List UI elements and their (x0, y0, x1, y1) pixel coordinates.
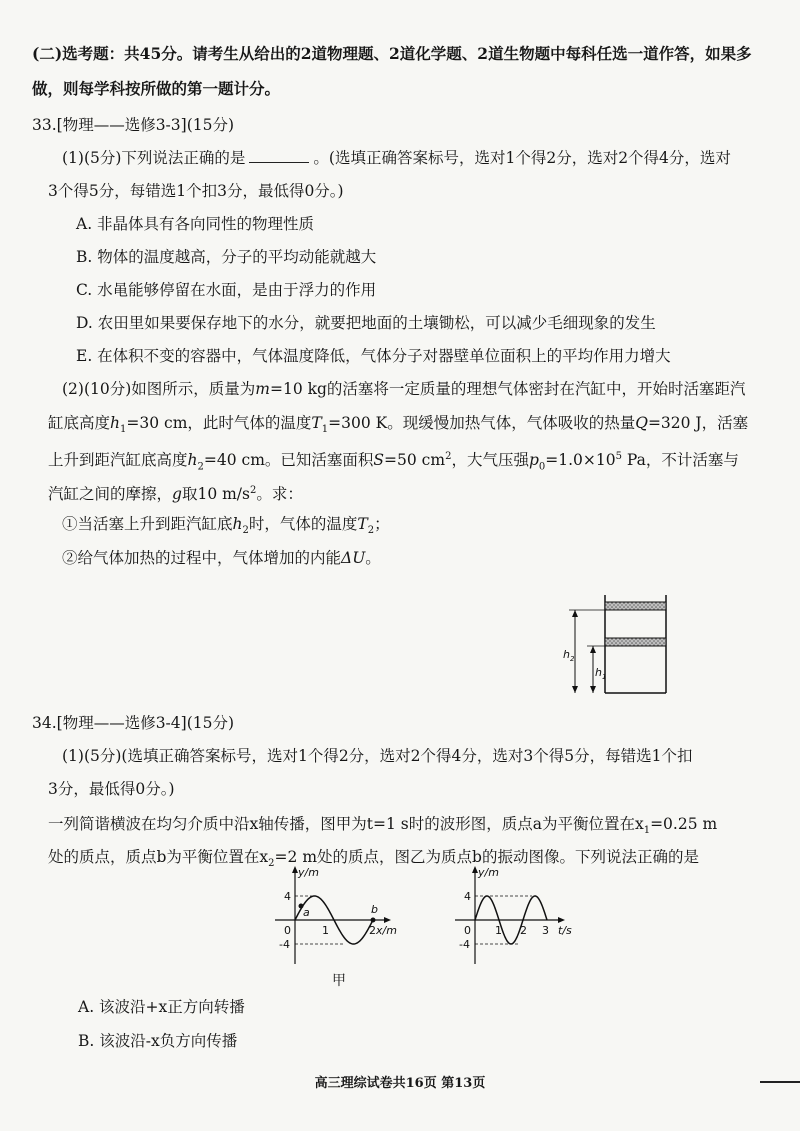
page-footer: 高三理综试卷共16页 第13页 (314, 1076, 486, 1091)
q33-option-b: B. 物体的温度越高，分子的平均动能就越大 (76, 248, 377, 266)
piston-upper (605, 602, 666, 610)
tick-4-jia: 4 (284, 890, 291, 903)
answer-blank (249, 148, 309, 163)
y-label-jia: y/m (298, 866, 319, 879)
q34-desc-line1: 一列简谐横波在均匀介质中沿x轴传播，图甲为t=1 s时的波形图，质点a为平衡位置在$x_1=0.25$ m (48, 815, 718, 837)
tick-2-yi: 2 (520, 924, 527, 937)
q33-option-a: A. 非晶体具有各向同性的物理性质 (76, 215, 315, 233)
q33-option-c: C. 水黾能够停留在水面，是由于浮力的作用 (76, 281, 377, 299)
piston-lower (605, 638, 666, 646)
graph-jia-caption: 甲 (332, 973, 346, 989)
q34-title: 34.[物理——选修3-4](15分) (32, 714, 235, 732)
label-h1: $h_1$ (595, 666, 607, 681)
q33-part2-sub1: ①当活塞上升到距汽缸底$h_2$时，气体的温度$T_2$； (62, 515, 390, 537)
wave-graph-jia (270, 862, 410, 982)
label-b: b (371, 903, 378, 916)
tick-0-jia: 0 (284, 924, 291, 937)
tick-3-yi: 3 (542, 924, 549, 937)
q33-part2-line4: 汽缸之间的摩擦，g取10 $m/s^2$。求： (48, 485, 303, 504)
q33-part2-sub2: ②给气体加热的过程中，气体增加的内能ΔU。 (62, 549, 381, 567)
q33-option-e: E. 在体积不变的容器中，气体温度降低，气体分子对器壁单位面积上的平均作用力增大 (76, 347, 671, 365)
label-h2: $h_2$ (563, 648, 575, 663)
q33-part2-line2: 缸底高度$h_1=30$ cm，此时气体的温度$T_1=300$ K。现缓慢加热气体，气体吸收的热量Q=320 J，活塞 (48, 414, 749, 436)
tick-0-yi: 0 (464, 924, 471, 937)
section-header-line2: 做，则每学科按所做的第一题计分。 (32, 79, 281, 98)
q34-desc-line2: 处的质点，质点b为平衡位置在$x_2=2$ m处的质点，图乙为质点b的振动图像。下列说法正确的是 (48, 848, 699, 870)
x-label-jia: x/m (376, 924, 397, 937)
scan-artifact (760, 1081, 800, 1083)
q34-part1-stem-line2: 3分，最低得0分。) (48, 780, 175, 798)
q34-option-b: B. 该波沿-x负方向传播 (78, 1032, 238, 1050)
vibration-graph-yi (450, 862, 590, 972)
x-label-yi: t/s (558, 924, 572, 937)
q33-part1-stem-line2: 3个得5分，每错选1个扣3分，最低得0分。) (48, 182, 344, 200)
tick-2-jia: 2 (369, 924, 376, 937)
y-label-yi: y/m (478, 866, 499, 879)
tick-4-yi: 4 (464, 890, 471, 903)
section-header-line1: (二)选考题：共45分。请考生从给出的2道物理题、2道化学题、2道生物题中每科任选一道作答，如果多 (32, 44, 752, 63)
q34-part1-stem-line1: (1)(5分)(选填正确答案标号，选对1个得2分，选对2个得4分，选对3个得5分，每错选1个扣 (62, 747, 693, 765)
q34-option-a: A. 该波沿+x正方向转播 (78, 998, 245, 1016)
tick-1-jia: 1 (322, 924, 329, 937)
q33-part2-line3: 上升到距汽缸底高度$h_2=40$ cm。已知活塞面积S=50 $cm^2$，大气压强$p_0=1.0\times 10^5$ Pa，不计活塞与 (48, 451, 739, 473)
tick-neg4-jia: -4 (279, 938, 290, 951)
label-a: a (303, 906, 310, 919)
cylinder-piston-figure (555, 590, 675, 700)
point-b-marker (371, 918, 376, 923)
q33-option-d: D. 农田里如果要保存地下的水分，就要把地面的土壤锄松，可以减少毛细现象的发生 (76, 314, 656, 332)
q33-title: 33.[物理——选修3-3](15分) (32, 116, 235, 134)
q33-part1-stem-line1: (1)(5分)下列说法正确的是 。(选填正确答案标号，选对1个得2分，选对2个得4分，选对 (62, 149, 731, 167)
tick-1-yi: 1 (495, 924, 502, 937)
tick-neg4-yi: -4 (459, 938, 470, 951)
q33-part2-line1: (2)(10分)如图所示，质量为m=10 kg的活塞将一定质量的理想气体密封在汽缸中，开始时活塞距汽 (62, 380, 746, 398)
